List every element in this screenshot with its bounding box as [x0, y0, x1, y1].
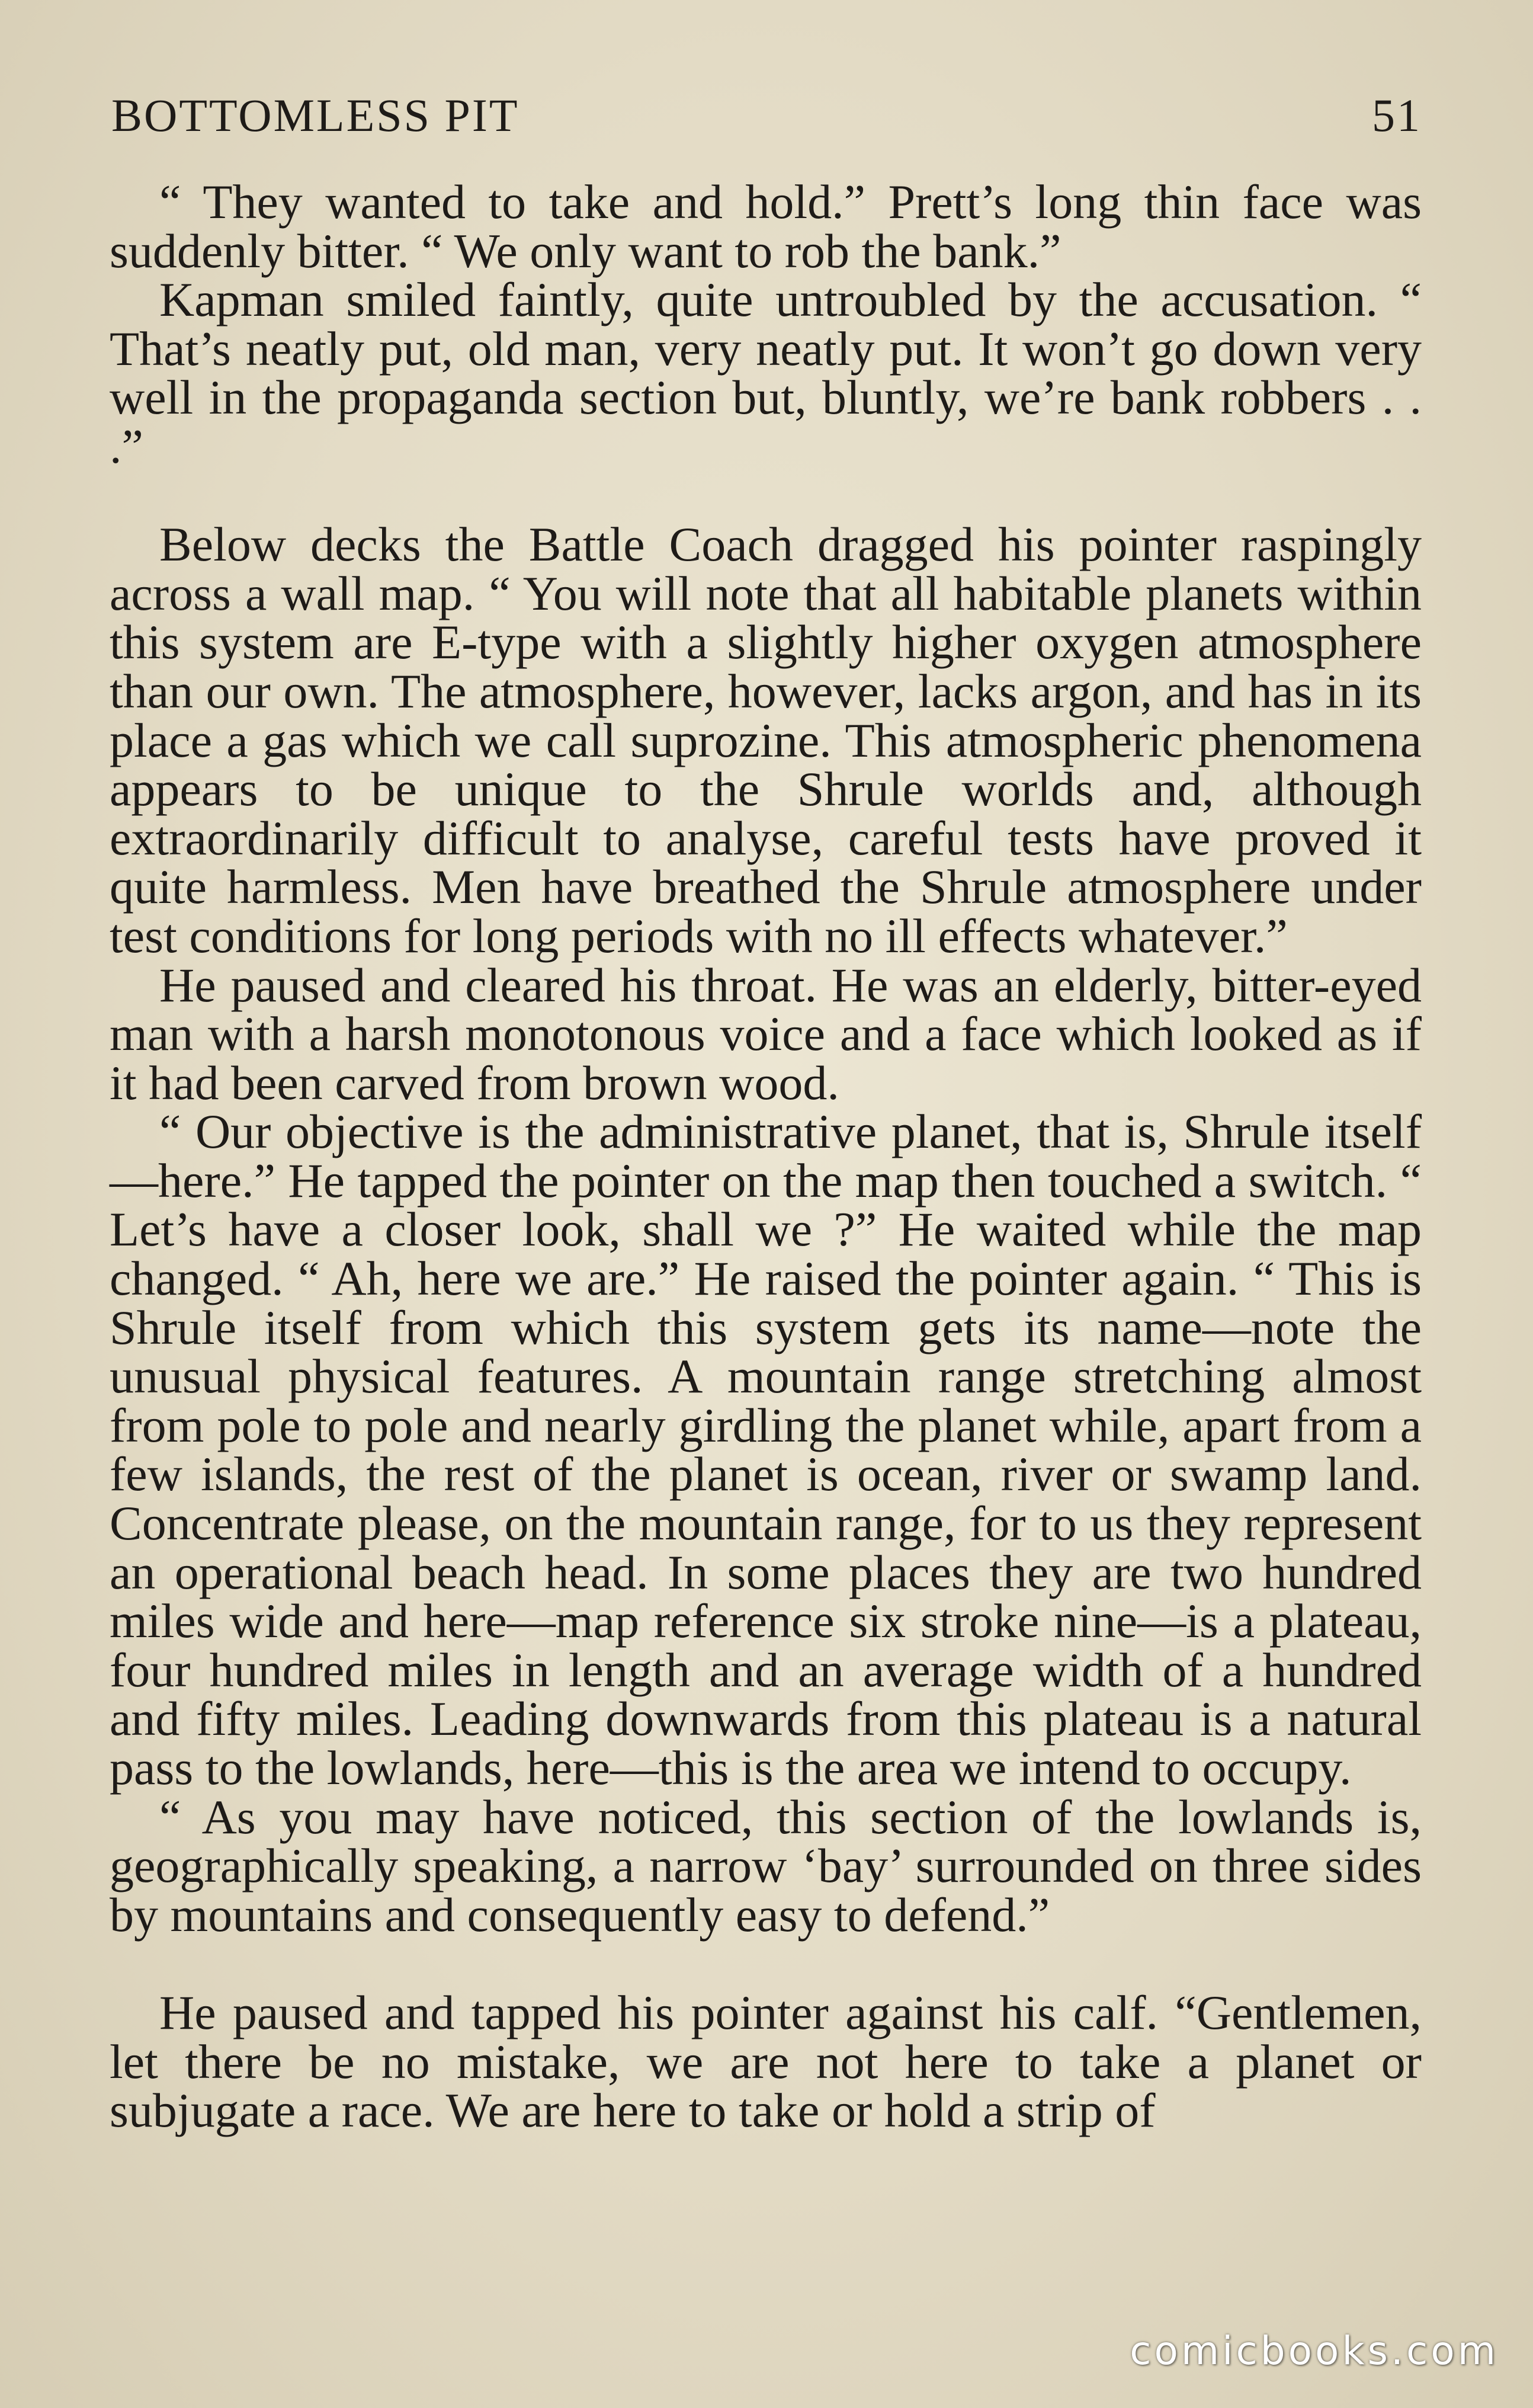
book-title: BOTTOMLESS PIT: [111, 89, 519, 141]
paragraph-objective: “ Our objective is the administrative planet, that is, Shrule itself—here.” He tapped the pointer on the map then touched a switch. “ Let’s have a closer look, shall we ?” He waited while the map changed. “ Ah, here we are.” He raised the pointer again. “ This is Shrule itself from which this system gets its name—note the unusual physical features. A mountain range stretching almost from pole to pole and nearly girdling the planet while, apart from a few islands, the rest of the planet is ocean, river or swamp land. Concentrate please, on the mountain range, for to us they represent an operational beach head. In some places they are two hundred miles wide and here—map reference six stroke nine—is a plateau, four hundred miles in length and an average width of a hundred and fifty miles. Leading downwards from this plateau is a natural pass to the lowlands, here—this is the area we intend to occupy.: [110, 1104, 1422, 1795]
paragraph-gentlemen: He paused and tapped his pointer against his calf. “Gentlemen, let there be no mistake, we are not here to take a planet or subjugate a race. We are here to take or hold a strip of: [110, 1985, 1422, 2138]
paragraph-lowlands: “ As you may have noticed, this section of the lowlands is, geographically speaking, a narrow ‘bay’ surrounded on three sides by mountains and consequently easy to defend.”: [110, 1789, 1422, 1942]
running-head: [111, 89, 1422, 142]
body-text: [110, 175, 1422, 2138]
paragraph-description: He paused and cleared his throat. He was an elderly, bitter-eyed man with a harsh monotonous voice and a face which looked as if it had been carved from brown wood.: [110, 958, 1422, 1110]
paragraph-kapman: Kapman smiled faintly, quite untroubled by the accusation. “ That’s neatly put, old man, very neatly put. It won’t go down very well in the propaganda section but, bluntly, we’re bank robbers . . .”: [110, 273, 1422, 473]
section-break: [110, 1939, 1422, 1988]
section-break: [110, 472, 1422, 521]
page-number: 51: [1372, 89, 1422, 141]
paragraph-battle-coach: Below decks the Battle Coach dragged his pointer raspingly across a wall map. “ You will note that all habitable planets within this system are E-type with a slightly higher oxygen atmosphere than our own. The atmosphere, however, lacks argon, and has in its place a gas which we call suprozine. This atmospheric phenomena appears to be unique to the Shrule worlds and, although extraordinarily difficult to analyse, careful tests have proved it quite harmless. Men have breathed the Shrule atmosphere under test conditions for long periods with no ill effects whatever.”: [110, 517, 1422, 963]
watermark: comicbooks.com: [1130, 2328, 1499, 2374]
paragraph-prett: “ They wanted to take and hold.” Prett’s long thin face was suddenly bitter. “ We only want to rob the bank.”: [110, 175, 1422, 278]
